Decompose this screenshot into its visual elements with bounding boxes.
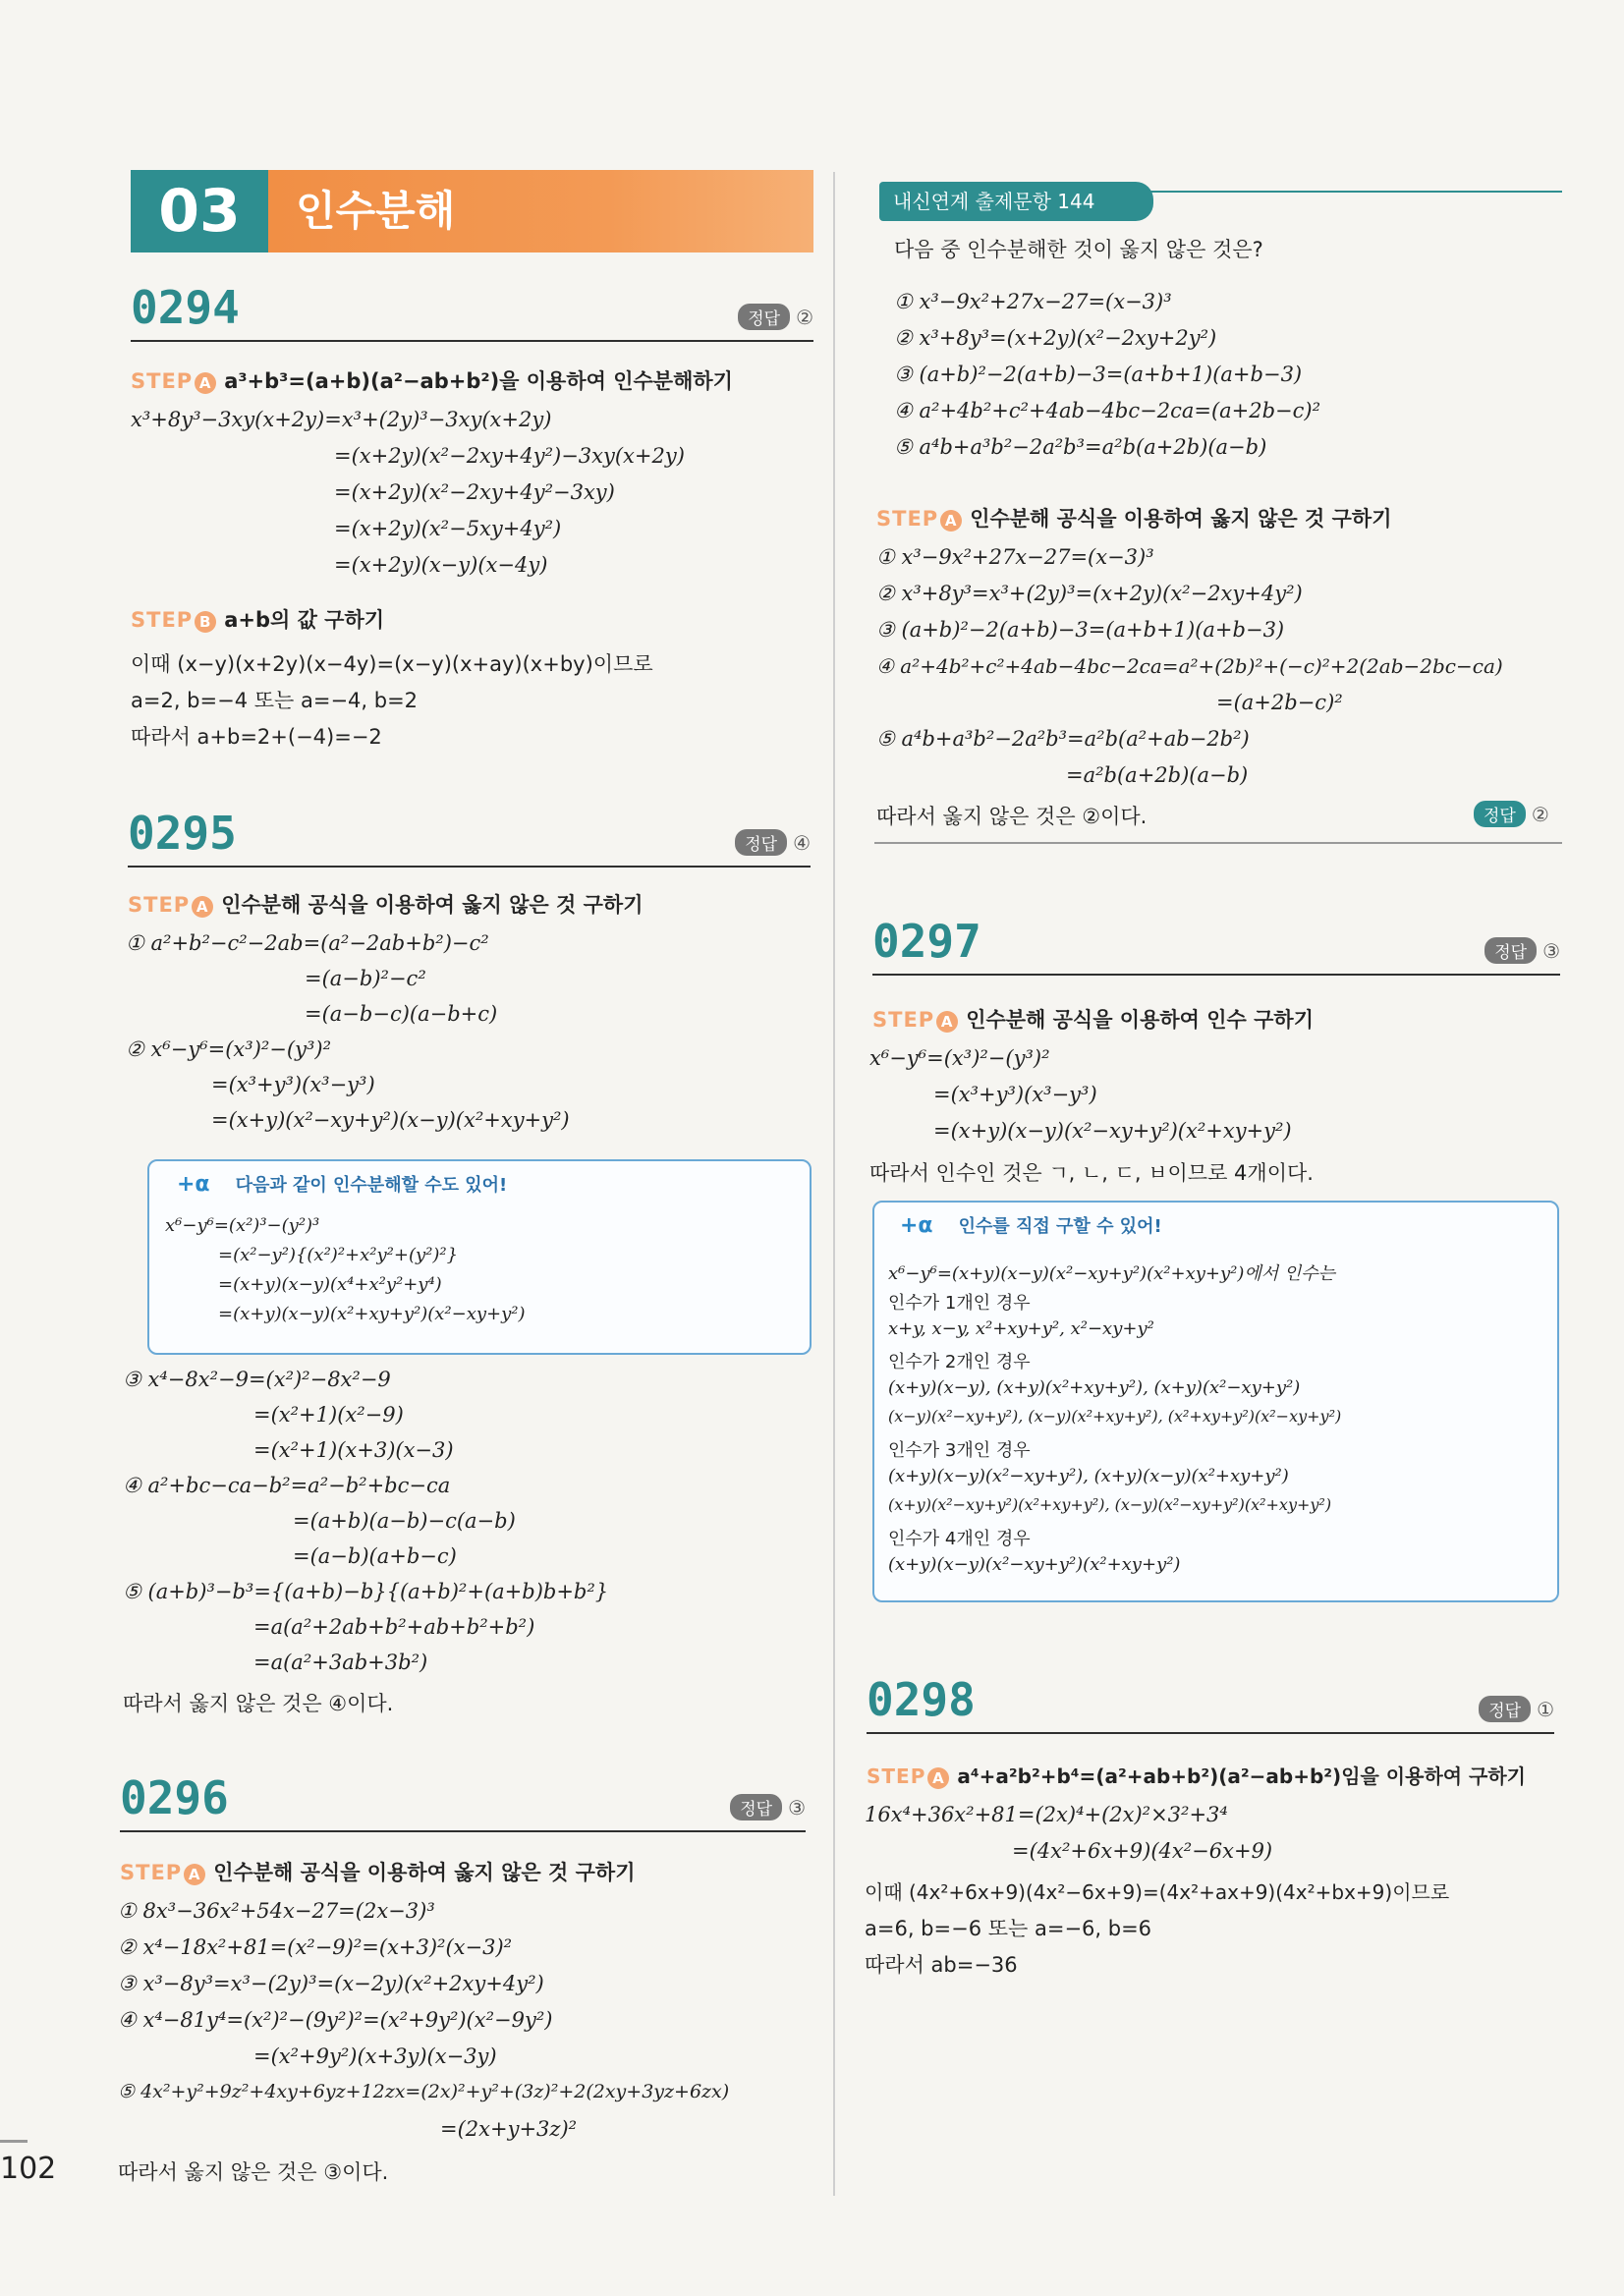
math-line: 따라서 ab=−36	[865, 1953, 1018, 1977]
choice: ① x³−9x²+27x−27=(x−3)³	[894, 290, 1172, 313]
math-line: =(x²−y²){(x²)²+x²y²+(y²)²}	[218, 1245, 459, 1265]
answer-badge: 정답 ③	[1484, 937, 1560, 964]
step-b-heading: STEP B a+b의 값 구하기	[131, 608, 385, 632]
math-line: =(x³+y³)(x³−y³)	[211, 1073, 375, 1096]
chapter-header	[131, 170, 813, 252]
problem-number: 0294	[131, 281, 240, 334]
math-line: (x+y)(x−y), (x+y)(x²+xy+y²), (x+y)(x²−xy+y²)	[888, 1377, 1301, 1398]
math-line: (x+y)(x−y)(x²−xy+y²)(x²+xy+y²)	[888, 1554, 1181, 1575]
step-a-heading: STEP A a³+b³=(a+b)(a²−ab+b²)을 이용하여 인수분해하기	[131, 369, 733, 393]
box-line: 인수가 2개인 경우	[888, 1352, 1031, 1372]
section-header-0298	[867, 1667, 1554, 1734]
answer-badge: 정답 ②	[1474, 801, 1624, 2286]
chapter-title: 인수분해	[296, 187, 456, 235]
page-number-bar	[0, 2140, 28, 2143]
answer-badge: 정답 ③	[730, 1794, 806, 1820]
math-line: (x+y)(x−y)(x²−xy+y²), (x+y)(x−y)(x²+xy+y²)	[888, 1466, 1289, 1486]
plus-alpha-icon: +α	[177, 1172, 210, 1197]
math-line: x⁶−y⁶=(x³)²−(y³)²	[869, 1046, 1050, 1070]
math-line: =(a+2b−c)²	[1216, 691, 1343, 714]
problem-number: 0297	[872, 915, 981, 968]
math-line: =(x³+y³)(x³−y³)	[933, 1083, 1097, 1106]
page-number: 102	[0, 2152, 57, 2186]
math-line: ② x⁶−y⁶=(x³)²−(y³)²	[126, 1037, 331, 1061]
math-line: (x+y)(x²−xy+y²)(x²+xy+y²), (x−y)(x²−xy+y²)(x²+xy+y²)	[888, 1495, 1332, 1514]
math-line: ③ x³−8y³=x³−(2y)³=(x−2y)(x²+2xy+4y²)	[118, 1972, 544, 1995]
math-line: ③ x⁴−8x²−9=(x²)²−8x²−9	[123, 1368, 391, 1391]
problem-number: 0296	[120, 1771, 229, 1824]
math-line: =(2x+y+3z)²	[440, 2117, 578, 2141]
math-line: ⑤ a⁴b+a³b²−2a²b³=a²b(a²+ab−2b²)	[876, 727, 1250, 751]
box-line: 인수가 1개인 경우	[888, 1293, 1031, 1314]
step-a-heading: STEP A 인수분해 공식을 이용하여 옳지 않은 것 구하기	[876, 507, 1392, 531]
math-line: ⑤ (a+b)³−b³={(a+b)−b}{(a+b)²+(a+b)b+b²}	[123, 1580, 609, 1603]
math-line: =(x+y)(x−y)(x²−xy+y²)(x²+xy+y²)	[933, 1119, 1292, 1143]
math-line: ① 8x³−36x²+54x−27=(2x−3)³	[118, 1899, 435, 1923]
section-header-0297	[872, 909, 1560, 976]
math-line: ② x³+8y³=x³+(2y)³=(x+2y)(x²−2xy+4y²)	[876, 582, 1303, 605]
question: 다음 중 인수분해한 것이 옳지 않은 것은?	[894, 238, 1263, 261]
problem-number: 0298	[867, 1673, 976, 1726]
math-line: =(x²+1)(x+3)(x−3)	[253, 1438, 454, 1462]
naesin-tag: 내신연계 출제문항 144	[879, 182, 1153, 221]
math-line: =(a−b)(a+b−c)	[293, 1544, 457, 1568]
math-line: =(x²+1)(x²−9)	[253, 1403, 404, 1427]
math-line: x⁶−y⁶=(x²)³−(y²)³	[165, 1215, 320, 1236]
math-line: =(4x²+6x+9)(4x²−6x+9)	[1012, 1839, 1273, 1863]
math-line: =(x+2y)(x²−5xy+4y²)	[334, 517, 562, 540]
math-line: =(x+y)(x−y)(x²+xy+y²)(x²−xy+y²)	[218, 1304, 526, 1324]
naesin-end-rule	[874, 842, 1562, 844]
math-line: 따라서 a+b=2+(−4)=−2	[131, 725, 382, 749]
step-a-heading: STEP A 인수분해 공식을 이용하여 인수 구하기	[872, 1008, 1315, 1032]
tip-box	[872, 1201, 1559, 1602]
math-line: ④ a²+bc−ca−b²=a²−b²+bc−ca	[123, 1474, 451, 1497]
math-line: x³+8y³−3xy(x+2y)=x³+(2y)³−3xy(x+2y)	[131, 408, 552, 431]
answer-badge: 정답 ①	[1479, 1696, 1554, 1722]
math-line: =(x+y)(x²−xy+y²)(x−y)(x²+xy+y²)	[211, 1108, 570, 1132]
math-line: 이때 (x−y)(x+2y)(x−4y)=(x−y)(x+ay)(x+by)이므로	[131, 652, 653, 676]
conclusion: 따라서 옳지 않은 것은 ④이다.	[123, 1692, 394, 1715]
section-header-0295	[128, 801, 811, 868]
math-line: =(a−b)²−c²	[305, 967, 426, 990]
box-line: 인수가 4개인 경우	[888, 1529, 1031, 1549]
tip-box-title: +α 다음과 같이 인수분해할 수도 있어!	[177, 1172, 508, 1197]
step-a-heading: STEP A 인수분해 공식을 이용하여 옳지 않은 것 구하기	[128, 893, 644, 917]
problem-number: 0295	[128, 807, 237, 860]
box-line: 인수가 3개인 경우	[888, 1440, 1031, 1461]
conclusion: 따라서 옳지 않은 것은 ③이다.	[118, 2160, 389, 2184]
choice: ⑤ a⁴b+a³b²−2a²b³=a²b(a+2b)(a−b)	[894, 435, 1267, 459]
tip-box	[147, 1159, 812, 1355]
plus-alpha-icon: +α	[900, 1213, 933, 1238]
choice: ② x³+8y³=(x+2y)(x²−2xy+2y²)	[894, 326, 1217, 350]
column-divider	[833, 172, 835, 2196]
math-line: ⑤ 4x²+y²+9z²+4xy+6yz+12zx=(2x)²+y²+(3z)²+2(2xy+3yz+6zx)	[118, 2081, 730, 2102]
math-line: ④ a²+4b²+c²+4ab−4bc−2ca=a²+(2b)²+(−c)²+2(2ab−2bc−ca)	[876, 654, 1503, 678]
math-line: a=2, b=−4 또는 a=−4, b=2	[131, 689, 419, 712]
conclusion: 따라서 옳지 않은 것은 ②이다.	[876, 805, 1148, 828]
section-header-0294	[131, 275, 813, 342]
math-line: =(x²+9y²)(x+3y)(x−3y)	[253, 2044, 497, 2068]
section-header-0296	[120, 1765, 806, 1832]
math-line: =(x+2y)(x²−2xy+4y²−3xy)	[334, 480, 615, 504]
math-line: 16x⁴+36x²+81=(2x)⁴+(2x)²×3²+3⁴	[865, 1803, 1228, 1826]
math-line: ③ (a+b)²−2(a+b)−3=(a+b+1)(a+b−3)	[876, 618, 1285, 642]
choice: ④ a²+4b²+c²+4ab−4bc−2ca=(a+2b−c)²	[894, 399, 1321, 422]
math-line: 이때 (4x²+6x+9)(4x²−6x+9)=(4x²+ax+9)(4x²+bx+9)이므로	[865, 1880, 1450, 1904]
step-a-heading: STEP A a⁴+a²b²+b⁴=(a²+ab+b²)(a²−ab+b²)임을 이용하여 구하기	[867, 1764, 1527, 1788]
answer-badge: 정답 ②	[738, 304, 813, 330]
choice: ③ (a+b)²−2(a+b)−3=(a+b+1)(a+b−3)	[894, 363, 1303, 386]
math-line: a=6, b=−6 또는 a=−6, b=6	[865, 1917, 1152, 1940]
math-line: x+y, x−y, x²+xy+y², x²−xy+y²	[888, 1318, 1154, 1339]
answer-badge: 정답 ④	[735, 829, 811, 856]
tip-box-title: +α 인수를 직접 구할 수 있어!	[900, 1213, 1162, 1238]
math-line: =(x+y)(x−y)(x⁴+x²y²+y⁴)	[218, 1274, 442, 1295]
math-line: =(a−b−c)(a−b+c)	[305, 1002, 498, 1026]
math-line: =(a+b)(a−b)−c(a−b)	[293, 1509, 516, 1533]
step-a-heading: STEP A 인수분해 공식을 이용하여 옳지 않은 것 구하기	[120, 1861, 636, 1884]
math-line: =a²b(a+2b)(a−b)	[1066, 763, 1249, 787]
math-line: =a(a²+2ab+b²+ab+b²+b²)	[253, 1615, 535, 1639]
math-line: ② x⁴−18x²+81=(x²−9)²=(x+3)²(x−3)²	[118, 1935, 513, 1959]
math-line: ④ x⁴−81y⁴=(x²)²−(9y²)²=(x²+9y²)(x²−9y²)	[118, 2008, 553, 2032]
math-line: =(x+2y)(x²−2xy+4y²)−3xy(x+2y)	[334, 444, 685, 468]
conclusion: 따라서 인수인 것은 ㄱ, ㄴ, ㄷ, ㅂ이므로 4개이다.	[869, 1161, 1314, 1185]
math-line: x⁶−y⁶=(x+y)(x−y)(x²−xy+y²)(x²+xy+y²)에서 인수는	[888, 1263, 1336, 1284]
naesin-rule	[1140, 191, 1562, 193]
chapter-number: 03	[131, 170, 268, 252]
math-line: =(x+2y)(x−y)(x−4y)	[334, 553, 548, 577]
math-line: (x−y)(x²−xy+y²), (x−y)(x²+xy+y²), (x²+xy+y²)(x²−xy+y²)	[888, 1407, 1342, 1426]
math-line: ① x³−9x²+27x−27=(x−3)³	[876, 545, 1154, 569]
math-line: =a(a²+3ab+3b²)	[253, 1651, 428, 1674]
math-line: ① a²+b²−c²−2ab=(a²−2ab+b²)−c²	[126, 931, 489, 955]
